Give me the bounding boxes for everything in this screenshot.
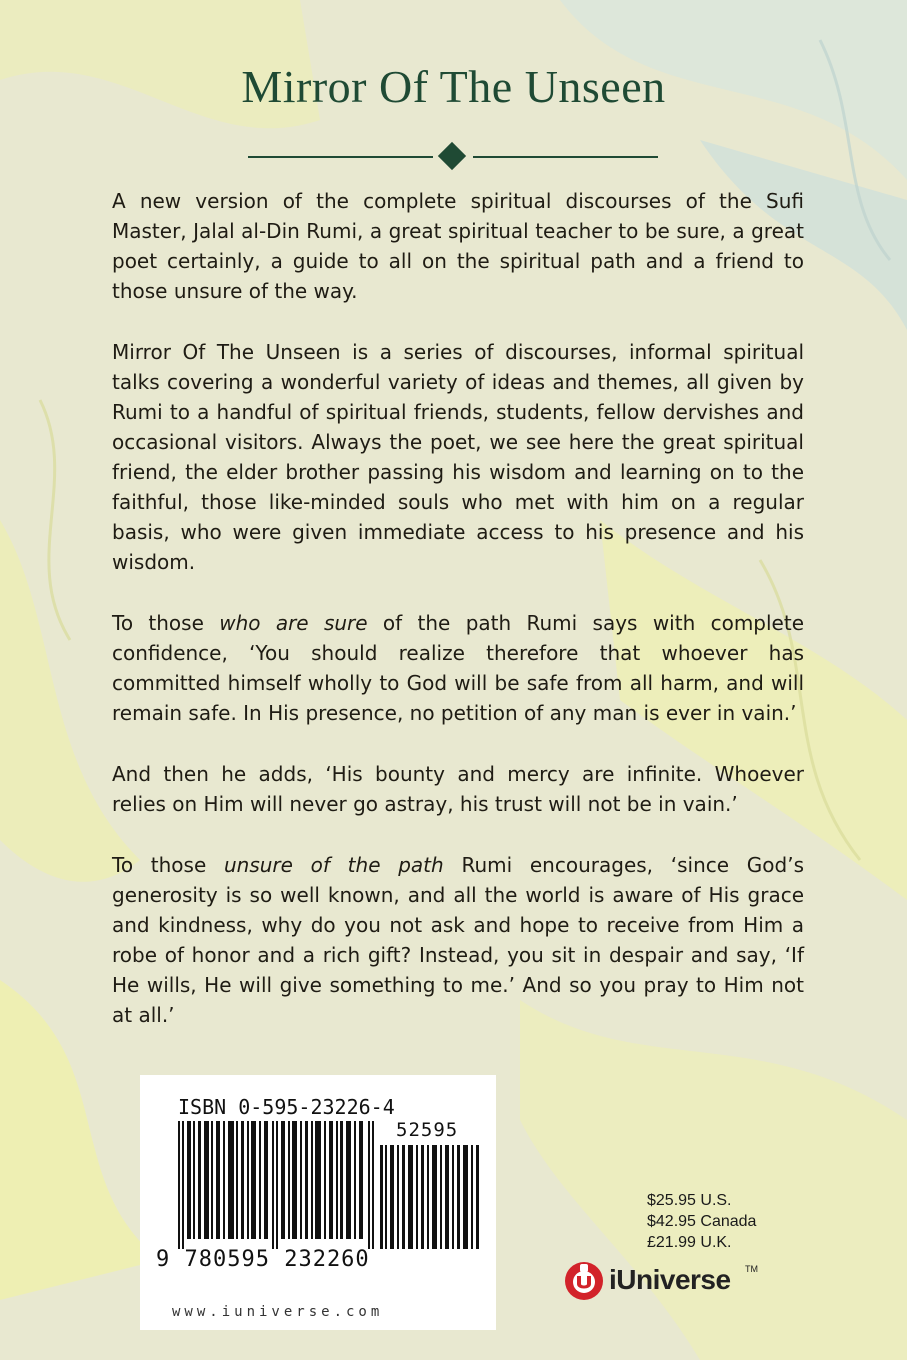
p3-lead: To those xyxy=(112,611,220,635)
iuniverse-logo-icon xyxy=(563,1260,605,1302)
blurb xyxy=(112,186,804,1061)
price-canada: $42.95 Canada xyxy=(647,1213,757,1230)
publisher-name: iUniverse xyxy=(609,1264,731,1295)
price-barcode-icon xyxy=(380,1145,480,1249)
trademark-symbol: TM xyxy=(745,1264,758,1274)
price-code: 52595 xyxy=(396,1119,459,1141)
blurb-paragraph-2: Mirror Of The Unseen is a series of discourses, informal spiritual talks covering a wonderful variety of ideas and themes, all given by Rumi to a handful of spiritual friends, students, fellow dervishes and occasional visitors. Always the poet, we see here the great spiritual friend, the elder brother passing his wisdom and learning on to the faithful, those like-minded souls who met with him on a regular basis, who were given immediate access to his presence and his wisdom. xyxy=(112,340,804,574)
divider-line-right xyxy=(473,156,658,158)
title-divider xyxy=(248,142,658,172)
blurb-paragraph-4: And then he adds, ‘His bounty and mercy are infinite. Whoever relies on Him will never go astray, his trust will not be in vain.’ xyxy=(112,762,804,816)
publisher-url[interactable]: www.iuniverse.com xyxy=(172,1304,384,1320)
divider-line-left xyxy=(248,156,433,158)
p3-rest: of the path Rumi says with complete confidence, ‘You should realize therefore that whoever has committed himself wholly to God will be safe from all harm, and will remain safe. In His presence, no petition of any man is ever in vain.’ xyxy=(112,611,805,725)
barcode-digits: 9 780595 232260 xyxy=(156,1247,370,1272)
price-uk: £21.99 U.K. xyxy=(647,1234,732,1251)
p5-rest: Rumi encourages, ‘since God’s generosity is so well known, and all the world is aware of His grace and kindness, why do you not ask and hope to receive from Him a robe of honor and a rich gift? Instead, you sit in despair and say, ‘If He wills, He will give something to me.’ And so you pray to Him not at all.’ xyxy=(112,853,804,1027)
barcode-panel xyxy=(140,1075,496,1330)
p3-emphasis: who are sure xyxy=(219,611,368,635)
blurb-paragraph-1: A new version of the complete spiritual discourses of the Sufi Master, Jalal al-Din Rumi, a great spiritual teacher to be sure, a great poet certainly, a guide to all on the spiritual path and a friend to those unsure of the way. xyxy=(112,189,804,303)
diamond-ornament-icon xyxy=(438,142,466,170)
book-title: Mirror Of The Unseen xyxy=(241,61,666,112)
p5-emphasis: unsure of the path xyxy=(223,853,444,877)
price-us: $25.95 U.S. xyxy=(647,1192,732,1209)
blurb-paragraph-5 xyxy=(112,850,804,1030)
ean-barcode-icon xyxy=(178,1121,376,1249)
isbn-label: ISBN 0-595-23226-4 xyxy=(178,1095,395,1119)
iuniverse-logo xyxy=(563,1260,783,1304)
blurb-paragraph-3 xyxy=(112,608,804,728)
price-list xyxy=(647,1190,756,1253)
p5-lead: To those xyxy=(112,853,224,877)
